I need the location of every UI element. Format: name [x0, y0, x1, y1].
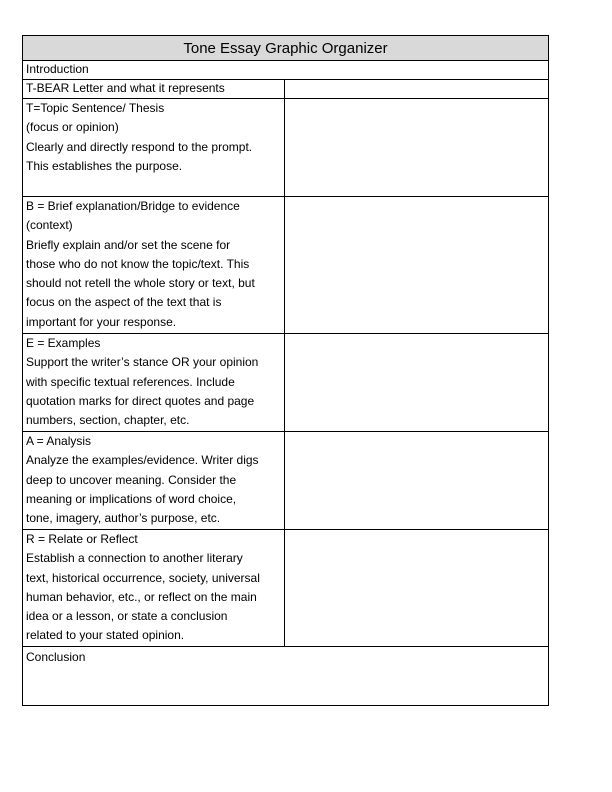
text-line: should not retell the whole story or text, but	[26, 276, 255, 291]
text-line: deep to uncover meaning. Consider the	[26, 472, 237, 487]
tbear-header-response-cell[interactable]	[285, 80, 548, 98]
introduction-label: Introduction	[23, 61, 548, 80]
text-line: A = Analysis	[26, 434, 92, 448]
text-line: numbers, section, chapter, etc.	[26, 413, 190, 428]
row-examples	[23, 334, 548, 432]
topic-sentence-response-cell[interactable]	[285, 99, 548, 196]
text-line: important for your response.	[26, 314, 177, 329]
text-line: (focus or opinion)	[26, 120, 119, 135]
conclusion-row[interactable]	[23, 647, 548, 705]
text-line: Analyze the examples/evidence. Writer digs	[26, 453, 259, 468]
text-line: human behavior, etc., or reflect on the main	[26, 589, 257, 604]
graphic-organizer-table	[22, 35, 549, 706]
text-line: (context)	[26, 218, 73, 233]
text-line: E = Examples	[26, 336, 101, 350]
row-topic-sentence	[23, 99, 548, 197]
text-line: related to your stated opinion.	[26, 628, 185, 643]
text-line: Support the writer’s stance OR your opinion	[26, 355, 259, 370]
row-relate-reflect	[23, 530, 548, 647]
brief-explanation-response-cell[interactable]	[285, 197, 548, 333]
topic-sentence-description	[23, 99, 285, 196]
text-line: focus on the aspect of the text that is	[26, 295, 222, 310]
text-line: B = Brief explanation/Bridge to evidence	[26, 199, 240, 213]
text-line: Clearly and directly respond to the prompt.	[26, 139, 253, 154]
text-line: Briefly explain and/or set the scene for	[26, 237, 231, 252]
row-brief-explanation	[23, 197, 548, 334]
examples-description	[23, 334, 285, 431]
text-line: R = Relate or Reflect	[26, 532, 138, 546]
text-line: T=Topic Sentence/ Thesis	[26, 101, 165, 115]
text-line: quotation marks for direct quotes and page	[26, 393, 255, 408]
row-analysis	[23, 432, 548, 530]
examples-response-cell[interactable]	[285, 334, 548, 431]
relate-reflect-response-cell[interactable]	[285, 530, 548, 646]
organizer-title: Tone Essay Graphic Organizer	[23, 36, 548, 61]
text-line: tone, imagery, author’s purpose, etc.	[26, 511, 221, 526]
text-line: This establishes the purpose.	[26, 158, 183, 173]
text-line: idea or a lesson, or state a conclusion	[26, 609, 228, 624]
analysis-description	[23, 432, 285, 529]
tbear-header-label: T-BEAR Letter and what it represents	[23, 80, 285, 98]
tbear-header-row	[23, 80, 548, 99]
text-line: those who do not know the topic/text. This	[26, 256, 250, 271]
brief-explanation-description	[23, 197, 285, 333]
text-line: Establish a connection to another literary	[26, 551, 243, 566]
analysis-response-cell[interactable]	[285, 432, 548, 529]
text-line: text, historical occurrence, society, universal	[26, 570, 260, 585]
text-line: with specific textual references. Include	[26, 374, 235, 389]
text-line: meaning or implications of word choice,	[26, 491, 237, 506]
conclusion-label: Conclusion	[26, 650, 86, 664]
relate-reflect-description	[23, 530, 285, 646]
